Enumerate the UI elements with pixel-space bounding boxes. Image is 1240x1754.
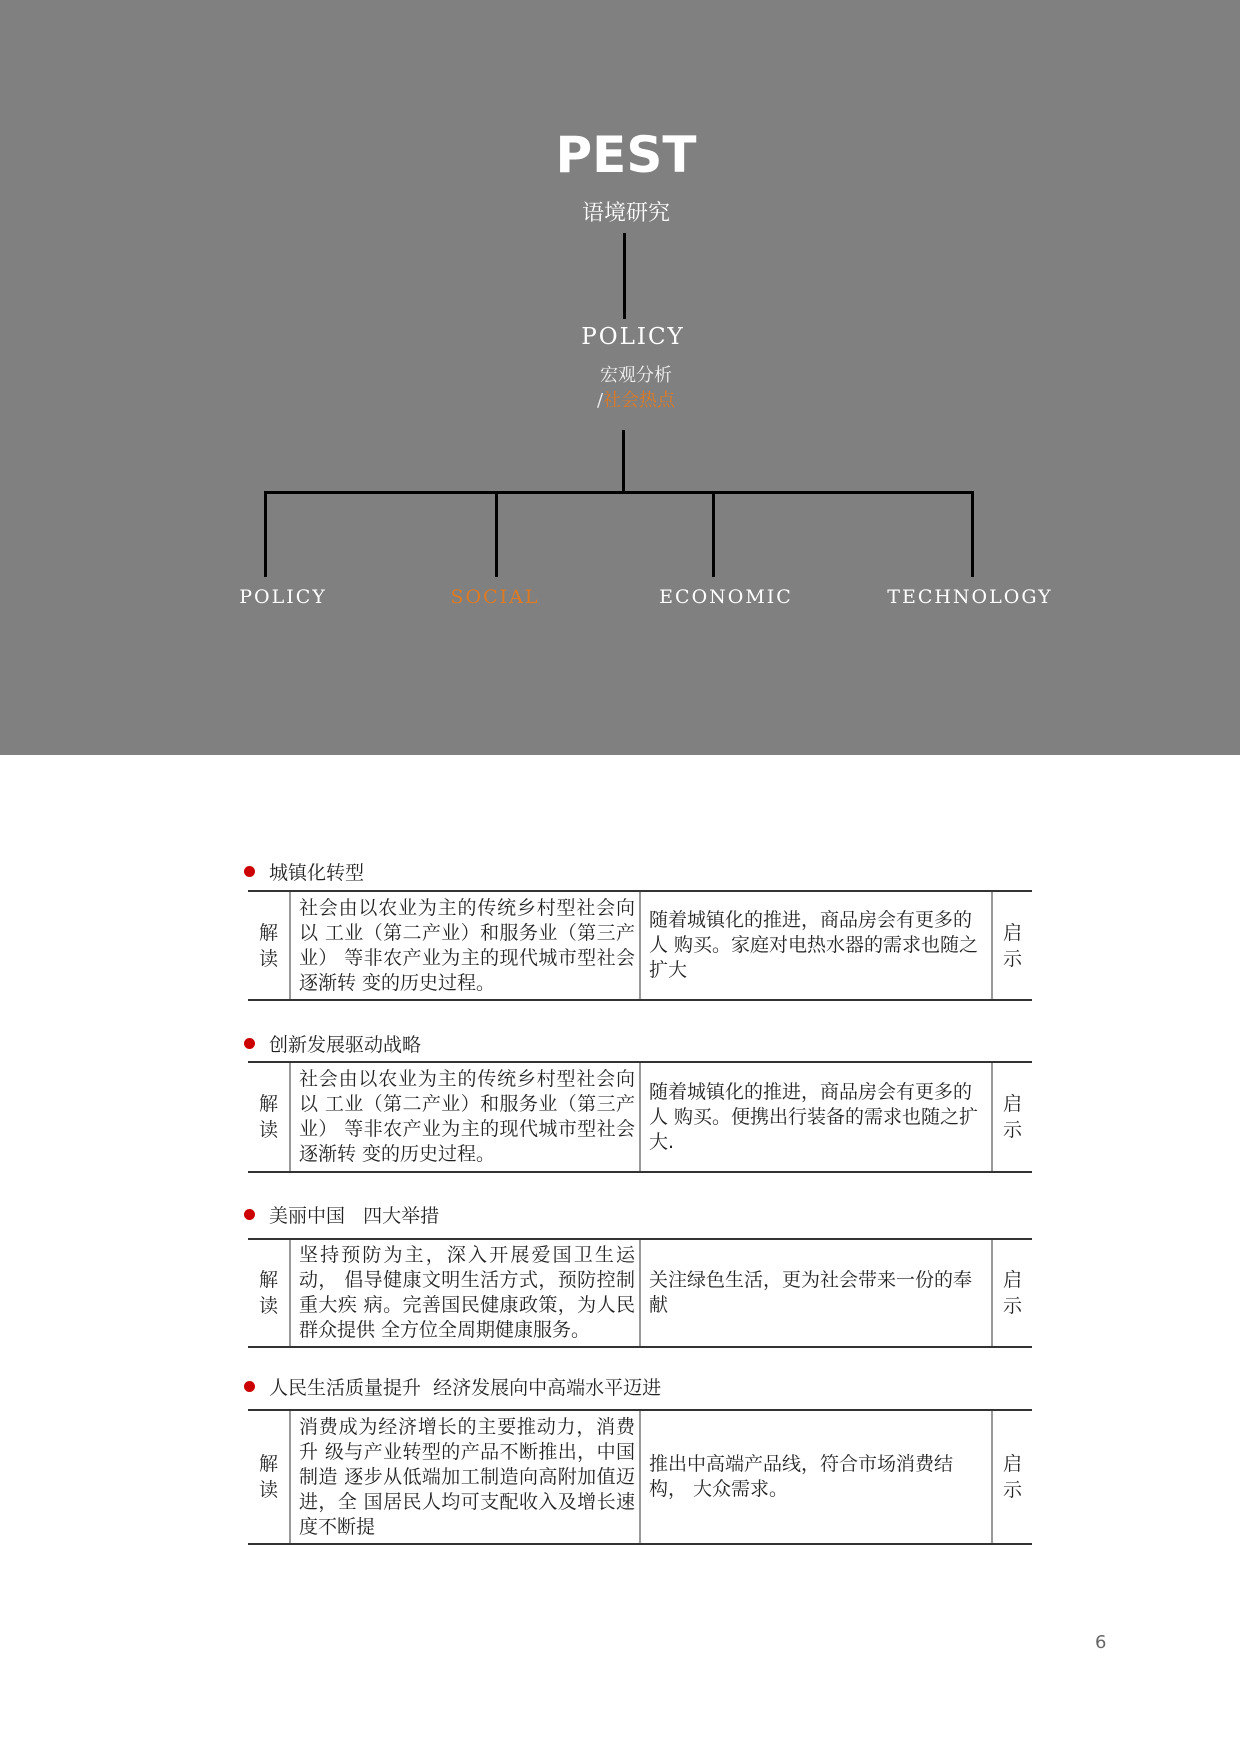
label-text: 解读: [258, 1453, 278, 1501]
insight-text: 随着城镇化的推进，商品房会有更多的人 购买。便携出行装备的需求也随之扩大.: [649, 1080, 979, 1153]
section-heading: [244, 858, 364, 885]
analysis-table: [248, 890, 1032, 1001]
interpretation-text: 社会由以农业为主的传统乡村型社会向以 工业（第二产业）和服务业（第三产业） 等非农产业为主的现代城市型社会逐渐转 变的历史过程。: [299, 896, 635, 994]
analysis-table: [248, 1409, 1032, 1545]
branch-drop: [971, 491, 974, 577]
bullet-icon: [244, 1209, 255, 1220]
insight-text: 随着城镇化的推进，商品房会有更多的人 购买。家庭对电热水器的需求也随之扩大: [649, 909, 979, 981]
branch-drop: [495, 491, 498, 577]
label-text: 解读: [258, 1093, 278, 1141]
branch-bar: [264, 491, 974, 494]
insight-cell: [641, 1240, 993, 1346]
center-node-label: POLICY: [581, 324, 685, 350]
section-heading-text: 人民生活质量提升 经济发展向中高端水平迈进: [269, 1377, 662, 1399]
interpretation-text: 坚持预防为主，深入开展爱国卫生运动， 倡导健康文明生活方式，预防控制重大疾 病。完善国民健康政策，为人民群众提供 全方位全周期健康服务。: [299, 1244, 635, 1341]
interpretation-text: 社会由以农业为主的传统乡村型社会向以 工业（第二产业）和服务业（第三产业） 等非农产业为主的现代城市型社会逐渐转 变的历史过程。: [299, 1068, 635, 1165]
insight-label: [993, 1240, 1032, 1346]
slash: /: [596, 390, 604, 411]
insight-cell: [641, 1063, 993, 1171]
interpretation-cell: [291, 1240, 641, 1346]
connector-line: [623, 233, 626, 319]
bullet-icon: [244, 1038, 255, 1049]
bullet-icon: [244, 866, 255, 877]
pest-hero-banner: [0, 0, 1240, 755]
page-number: 6: [1095, 1632, 1107, 1653]
branch-drop: [712, 491, 715, 577]
insight-text: 关注绿色生活，更为社会带来一份的奉献: [649, 1269, 973, 1316]
label-text: 启示: [1002, 1453, 1022, 1501]
insight-label: [993, 1063, 1032, 1171]
section-heading-text: 创新发展驱动战略: [269, 1034, 422, 1056]
interpretation-label: [248, 1411, 291, 1543]
interpretation-label: [248, 892, 291, 999]
section-heading-text: 城镇化转型: [269, 862, 365, 884]
interpretation-cell: [291, 892, 641, 999]
interpretation-cell: [291, 1063, 641, 1171]
section-heading: [244, 1030, 421, 1057]
label-text: 启示: [1002, 1093, 1022, 1141]
insight-label: [993, 1411, 1032, 1543]
insight-cell: [641, 1411, 993, 1543]
section-heading: [244, 1373, 661, 1400]
interpretation-text: 消费成为经济增长的主要推动力，消费升 级与产业转型的产品不断推出，中国制造 逐步从低端加工制造向高附加值迈进，全 国居民人均可支配收入及增长速度不断提: [299, 1415, 635, 1538]
label-text: 解读: [258, 921, 278, 970]
label-text: 解读: [258, 1269, 278, 1317]
interpretation-label: [248, 1240, 291, 1346]
branch-social: SOCIAL: [450, 586, 540, 608]
branch-economic: ECONOMIC: [659, 586, 793, 608]
page-title: PEST: [555, 126, 697, 184]
page-subtitle: 语境研究: [581, 201, 671, 226]
center-node-highlight: [597, 386, 675, 412]
branch-technology: TECHNOLOGY: [887, 586, 1053, 608]
insight-cell: [641, 892, 993, 999]
interpretation-cell: [291, 1411, 641, 1543]
connector-line: [622, 430, 625, 493]
label-text: 启示: [1002, 921, 1022, 970]
section-heading: [244, 1201, 439, 1228]
bullet-icon: [244, 1381, 255, 1392]
interpretation-label: [248, 1063, 291, 1171]
label-text: 启示: [1002, 1269, 1022, 1317]
analysis-table: [248, 1061, 1032, 1173]
center-node-sub: 宏观分析: [600, 365, 672, 386]
section-heading-text: 美丽中国 四大举措: [269, 1205, 440, 1227]
branch-drop: [264, 491, 267, 577]
analysis-table: [248, 1238, 1032, 1348]
insight-text: 推出中高端产品线，符合市场消费结构， 大众需求。: [649, 1453, 954, 1500]
branch-policy: POLICY: [239, 586, 327, 608]
social-hotspot: 社会热点: [603, 390, 676, 411]
insight-label: [993, 892, 1032, 999]
